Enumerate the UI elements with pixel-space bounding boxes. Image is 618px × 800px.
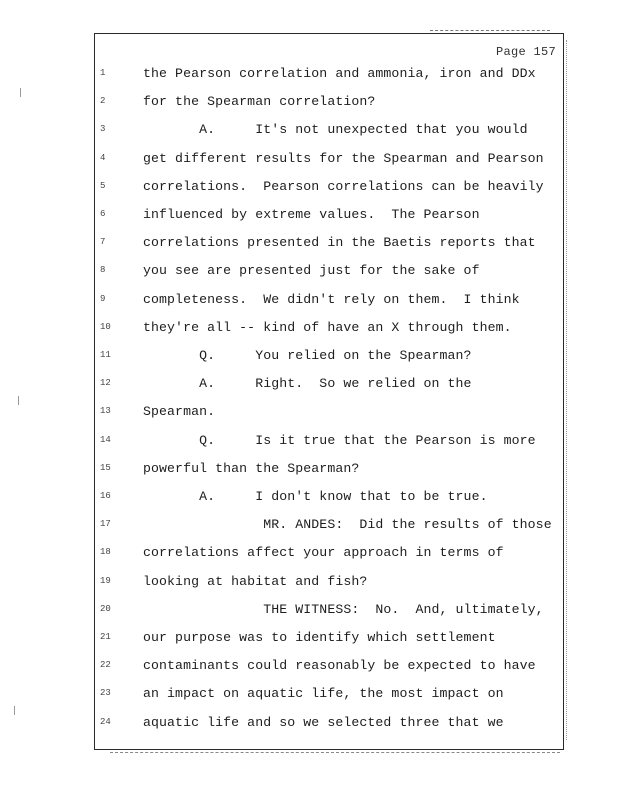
transcript-line [0, 348, 618, 368]
line-number: 9 [100, 293, 106, 304]
line-number: 24 [100, 716, 111, 727]
line-text: MR. ANDES: Did the results of those [143, 517, 552, 533]
line-number: 19 [100, 575, 111, 586]
line-number: 15 [100, 462, 111, 473]
transcript-line [0, 207, 618, 227]
line-text: looking at habitat and fish? [143, 573, 368, 589]
line-text: influenced by extreme values. The Pearson [143, 207, 480, 222]
transcript-line [0, 66, 618, 86]
transcript-line [0, 545, 618, 565]
line-number: 21 [100, 632, 111, 642]
line-number: 10 [100, 321, 111, 332]
page-number: Page 157 [496, 45, 557, 59]
line-text: contaminants could reasonably be expected to have [143, 658, 536, 674]
transcript-line [0, 658, 618, 678]
line-text: you see are presented just for the sake of [143, 263, 480, 279]
line-text: A. It's not unexpected that you would [143, 122, 528, 138]
line-text: completeness. We didn't rely on them. I think [143, 291, 520, 307]
line-number: 23 [100, 688, 111, 699]
transcript-line [0, 489, 618, 509]
transcript-line [0, 292, 618, 312]
transcript-line [0, 404, 618, 424]
line-number: 8 [100, 265, 106, 276]
line-number: 3 [100, 124, 106, 135]
transcript-line [0, 602, 618, 622]
line-text: correlations. Pearson correlations can be heavily [143, 178, 544, 194]
line-text: correlations presented in the Baetis reports that [143, 235, 536, 251]
line-number: 6 [100, 209, 106, 219]
transcript-line [0, 686, 618, 706]
line-number: 5 [100, 180, 106, 191]
line-number: 2 [100, 96, 106, 107]
line-text: Spearman. [143, 404, 216, 420]
line-text: they're all -- kind of have an X through them. [143, 319, 512, 335]
transcript-line [0, 320, 618, 340]
line-text: an impact on aquatic life, the most impact on [143, 686, 504, 702]
line-number: 22 [100, 660, 111, 671]
transcript-line [0, 376, 618, 396]
transcript-line [0, 715, 618, 735]
line-text: aquatic life and so we selected three that we [143, 714, 504, 730]
line-number: 20 [100, 603, 111, 614]
line-text: powerful than the Spearman? [143, 460, 360, 476]
transcript-line [0, 151, 618, 171]
transcript-line [0, 630, 618, 650]
line-number: 12 [100, 378, 111, 389]
line-text: correlations affect your approach in terms of [143, 545, 504, 561]
line-text: our purpose was to identify which settlement [143, 630, 496, 645]
line-text: A. Right. So we relied on the [143, 376, 472, 392]
line-text: get different results for the Spearman and Pearson [143, 150, 544, 166]
transcript-line [0, 433, 618, 453]
transcript-line [0, 263, 618, 283]
line-number: 13 [100, 406, 111, 417]
line-number: 17 [100, 519, 111, 530]
line-text: THE WITNESS: No. And, ultimately, [143, 601, 544, 617]
transcript-line [0, 235, 618, 255]
line-text: for the Spearman correlation? [143, 94, 376, 110]
line-text: Q. Is it true that the Pearson is more [143, 432, 536, 448]
transcript-line [0, 574, 618, 594]
transcript-line [0, 517, 618, 537]
transcript-line [0, 94, 618, 114]
line-number: 14 [100, 434, 111, 445]
line-number: 16 [100, 491, 111, 501]
transcript-line [0, 461, 618, 481]
transcript-line [0, 179, 618, 199]
line-number: 4 [100, 152, 106, 163]
line-number: 18 [100, 547, 111, 558]
line-text: the Pearson correlation and ammonia, iron and DDx [143, 66, 536, 81]
line-text: Q. You relied on the Spearman? [143, 348, 472, 363]
line-number: 1 [100, 68, 106, 78]
line-number: 11 [100, 350, 111, 360]
line-text: A. I don't know that to be true. [143, 489, 488, 504]
line-number: 7 [100, 237, 106, 248]
transcript-line [0, 122, 618, 142]
